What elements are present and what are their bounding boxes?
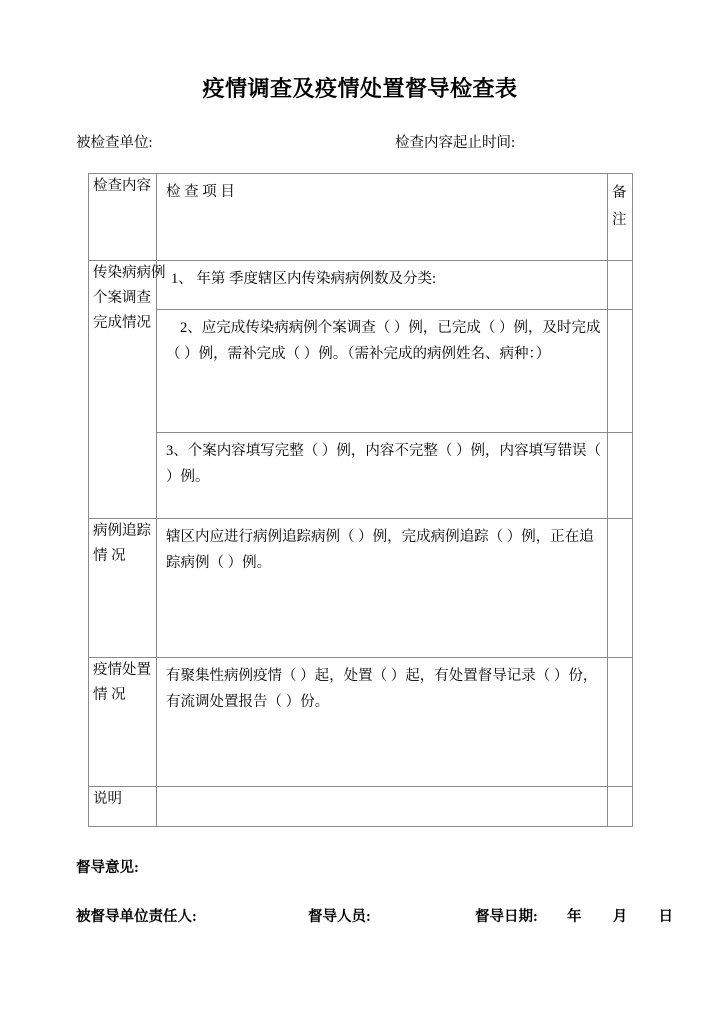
category-line: 完成情况 [93,314,151,331]
inspection-period-label: 检查内容起止时间: [395,135,516,151]
table-row [89,519,633,658]
signature-row [76,905,696,927]
category-cell-case-investigation [89,261,166,519]
table-row [89,261,633,310]
date-year-label: 年 [567,909,582,925]
item-text [157,787,607,799]
item-cell-row5 [157,658,608,787]
header-remarks-label-line2: 注 [612,211,627,228]
item-cell-row3 [157,433,608,519]
table-row [89,658,633,787]
header-category-label: 检查内容 [93,178,151,194]
date-month-label: 月 [612,909,628,925]
item-text: 辖区内应进行病例追踪病例（ ）例，完成病例追踪（ ）例，正在追踪病例（ ）例。 [166,529,594,571]
category-line: 说明 [93,791,122,807]
supervisor-label: 督导人员: [308,909,371,925]
date-slots [567,905,673,926]
category-cell-case-tracking [89,519,157,658]
item-cell-row6 [157,787,608,827]
header-cell-category [89,174,157,261]
date-day-label: 日 [658,909,673,925]
remarks-text [608,787,632,800]
table-row [89,787,633,827]
supervision-opinion-label: 督导意见: [76,860,139,876]
category-line: 传染病病例 [93,265,166,281]
remarks-cell-row4 [608,519,633,658]
remarks-text [608,310,632,323]
remarks-cell-row2 [608,310,633,433]
inspection-form-table [88,173,633,827]
item-cell-row4 [157,519,608,658]
header-items-label: 检 查 项 目 [166,184,235,200]
responsible-person-label: 被督导单位责任人: [76,909,197,925]
item-text: 1、 年第 季度辖区内传染病病例数及分类: [171,271,437,287]
category-line: 疫情处置 [93,662,151,678]
remarks-text [608,658,632,671]
category-cell-outbreak-handling [89,658,157,787]
remarks-text [608,433,632,446]
header-cell-remarks [608,174,633,261]
category-line: 个案调查 [93,289,151,306]
item-cell-row2 [157,310,608,433]
remarks-cell-row1 [608,261,633,310]
remarks-text [608,519,632,532]
table-header-row [89,174,633,261]
inspection-form-table-wrapper [88,173,632,827]
table-row [89,433,633,519]
supervision-date-label: 督导日期: [475,909,538,925]
remarks-text [608,261,632,274]
item-text: 2、应完成传染病病例个案调查（ ）例，已完成（ ）例，及时完成（ ）例，需补完成（ ）例。（需补完成的病例姓名、病种：） [166,320,601,362]
page-title: 疫情调查及疫情处置督导检查表 [202,76,518,101]
category-cell-notes [89,787,157,827]
subheader [76,131,676,153]
remarks-cell-row3 [608,433,633,519]
category-line: 病例追踪 [93,523,151,539]
header-remarks-label-line1: 备 [612,185,627,201]
item-text: 3、个案内容填写完整（ ）例，内容不完整（ ）例，内容填写错误（ ）例。 [166,443,601,485]
category-line: 情 况 [93,547,126,564]
table-row [89,310,633,433]
remarks-cell-row6 [608,787,633,827]
item-text: 有聚集性病例疫情（ ）起，处置（ ）起，有处置督导记录（ ）份，有流调处置报告（ ）份。 [166,668,598,710]
inspected-unit-label: 被检查单位: [76,135,153,151]
category-line: 情 况 [93,686,126,703]
remarks-cell-row5 [608,658,633,787]
header-cell-items [157,174,608,261]
item-cell-row1 [157,261,608,310]
